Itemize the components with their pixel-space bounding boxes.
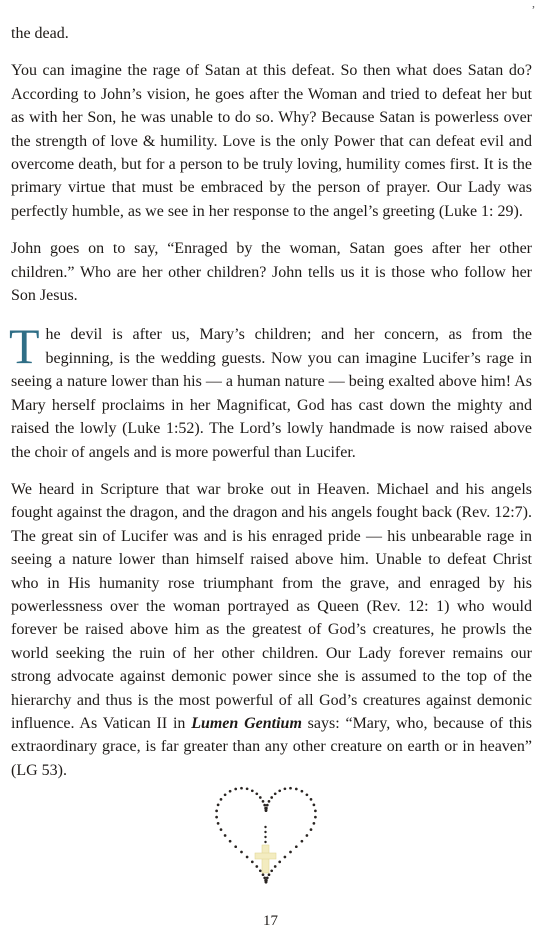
- cross-icon: [255, 845, 276, 873]
- rosary-bead: [255, 865, 258, 868]
- paragraph-continuation: the dead.: [11, 25, 69, 42]
- rosary-bead: [263, 804, 266, 807]
- rosary-bead: [278, 861, 281, 864]
- rosary-bead: [259, 796, 262, 799]
- rosary-bead: [274, 865, 277, 868]
- rosary-bead: [234, 845, 237, 848]
- rosary-bead: [289, 851, 292, 854]
- rosary-bead: [234, 788, 237, 791]
- rosary-bead: [270, 796, 273, 799]
- rosary-bead: [274, 792, 277, 795]
- rosary-bead: [313, 804, 316, 807]
- rosary-bead: [262, 873, 265, 876]
- rosary-bead: [264, 879, 267, 882]
- rosary-bead: [295, 845, 298, 848]
- paragraph-devil-after-us: [9, 318, 532, 463]
- rosary-bead: [215, 810, 218, 813]
- rosary-bead: [314, 810, 317, 813]
- rosary-bead: [306, 793, 309, 796]
- rosary-bead: [295, 788, 298, 791]
- war-text-before: We heard in Scripture that war broke out in Heaven. Michael and his angels fought against the dragon, and the dragon and his angels fought back (Rev. 12:7). The great sin of Lucifer was and is his enraged pride — his unbearable rage in seeing a nature lower than himself raised above him. Unable to defeat Christ who in His humanity rose triumphant from the grave, and enraged by his powerlessness over the woman portrayed as Queen (Rev. 12: 1) who would forever be raised above him as the greatest of God’s creatures, he prowls the world seeking the ruin of her other children. Our Lady forever remains our strong advocate against demonic power since she is assumed to the top of the hierarchy and thus is the most powerful of all God’s creatures against demonic influence. As Vatican II in: [11, 480, 532, 732]
- rosary-bead: [268, 800, 271, 803]
- rosary-bead: [264, 826, 266, 828]
- rosary-bead: [229, 840, 232, 843]
- drop-cap-letter: T: [9, 318, 40, 375]
- rosary-bead: [266, 804, 269, 807]
- rosary-bead: [289, 787, 292, 790]
- rosary-bead: [224, 793, 227, 796]
- page-number: 17: [263, 913, 278, 929]
- rosary-bead: [301, 840, 304, 843]
- rosary-bead: [251, 789, 254, 792]
- paragraph-other-children: John goes on to say, “Enraged by the woman, Satan goes after her other children.” Who are her other children? John tells us it is those who follow her Son Jesus.: [11, 240, 532, 305]
- rosary-bead: [264, 831, 266, 833]
- rosary-bead: [246, 787, 249, 790]
- rosary-bead: [229, 790, 232, 793]
- rosary-bead: [310, 798, 313, 801]
- corner-mark: ,: [532, 0, 535, 10]
- rosary-bead: [262, 800, 265, 803]
- paragraph-war-in-heaven: [11, 478, 532, 782]
- rosary-bead: [301, 790, 304, 793]
- rosary-bead: [224, 834, 227, 837]
- rosary-bead: [306, 834, 309, 837]
- rosary-bead: [264, 836, 266, 838]
- page-body: [11, 22, 532, 782]
- rosary-bead: [251, 861, 254, 864]
- rosary-bead: [240, 787, 243, 790]
- rosary-bead: [284, 787, 287, 790]
- rosary-bead: [264, 841, 266, 843]
- rosary-bead: [215, 816, 218, 819]
- rosary-heart-icon: [211, 765, 321, 913]
- rosary-bead: [246, 856, 249, 859]
- rosary-bead: [313, 822, 316, 825]
- rosary-bead: [217, 804, 220, 807]
- rosary-bead: [217, 822, 220, 825]
- rosary-bead: [265, 809, 268, 812]
- paragraph-devil-text: he devil is after us, Mary’s children; and her concern, as from the beginning, is the wedding guests. Now you can imagine Lucifer’s rage in seeing a nature lower than his — a human nature — being exalted above him! As Mary herself proclaims in her Magnificat, God has cast down the mighty and raised the lowly (Luke 1:52). The Lord’s lowly handmade is now raised above the choir of angels and is more powerful than Lucifer.: [11, 326, 532, 461]
- war-text-after: says: “Mary, who, because of this extraordinary grace, is far greater than any other creature on earth or in heaven” (LG 53).: [11, 714, 532, 779]
- rosary-bead: [263, 877, 266, 880]
- rosary-bead: [278, 789, 281, 792]
- rosary-bead: [259, 869, 262, 872]
- rosary-bead: [240, 851, 243, 854]
- lumen-gentium-title: Lumen Gentium: [191, 714, 302, 732]
- rosary-bead: [268, 873, 271, 876]
- rosary-bead: [220, 828, 223, 831]
- rosary-bead: [314, 816, 317, 819]
- rosary-bead: [310, 828, 313, 831]
- rosary-bead: [284, 856, 287, 859]
- rosary-bead: [270, 869, 273, 872]
- rosary-bead: [266, 877, 269, 880]
- rosary-bead: [220, 798, 223, 801]
- paragraph-satan-rage: You can imagine the rage of Satan at this defeat. So then what does Satan do? According to John’s vision, he goes after the Woman and tried to defeat her but as with her Son, he was unable to do so. Why? Because Satan is powerless over the strength of love & humility. Love is the only Power that can defeat evil and overcome death, but for a person to be truly loving, humility comes first. It is the primary virtue that must be embraced by the person of prayer. Our Lady was perfectly humble, as we see in her response to the angel’s greeting (Luke 1: 29).: [11, 62, 532, 220]
- rosary-bead: [255, 792, 258, 795]
